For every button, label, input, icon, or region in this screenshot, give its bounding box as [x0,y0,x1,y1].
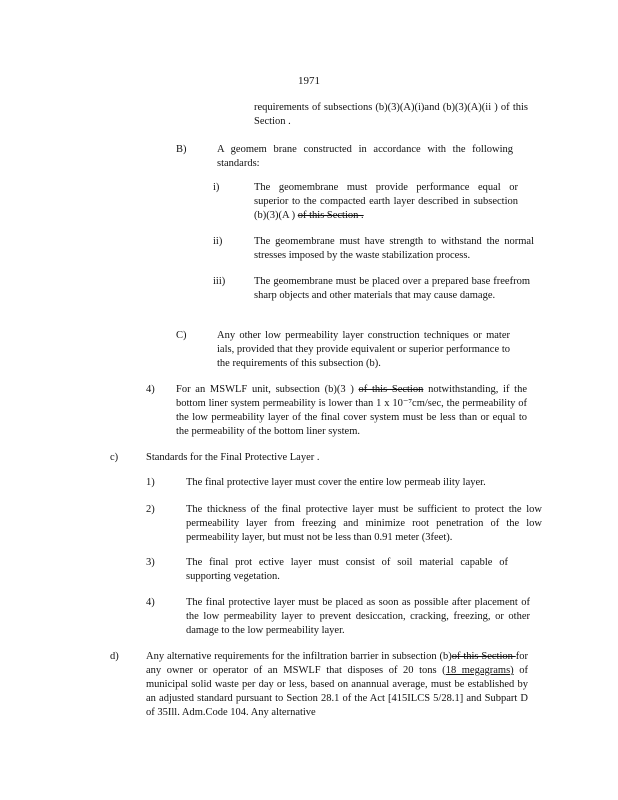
section-c-4-label: 4) [146,597,155,608]
section-c-4-text: The final protective layer must be placed as soon as possible after placement of the low permeability layer to prevent desiccation, cracking, freezing, or other damage to the low permeability layer. [186,597,530,636]
section-d-underlined: 18 megagrams) [445,665,514,676]
section-c-3-label: 3) [146,557,155,568]
item-4-label: 4) [146,384,155,395]
section-c-3-text: The final prot ective layer must consist of soil material capable of supporting vegetation. [186,557,508,582]
section-d-post: of municipal solid waste per day or less, based on anannual average, must be established by an adjusted standard pursuant to Section 28.1 of the Act [415ILCS 5/28.1] and Subpart D of 35Ill. Adm.Code 104. Any alternative [146,665,529,718]
item-b-i-body: The geomembrane must provide performance equal or superior to the compacted earth layer described in subsection (b)(3)(A ) [254,182,518,221]
item-4-pre: For an MSWLF unit, subsection (b)(3 ) [176,384,354,395]
section-c-1-text: The final protective layer must cover the entire low permeab ility layer. [186,477,486,488]
item-4-text [176,383,527,439]
item-4-post: notwithstanding, if the bottom liner system permeability is lower than 1 x 10⁻⁷cm/sec, the permeability of the low permeability layer of the final cover system must be less than or equal to the permeability of the bottom liner system. [176,384,527,437]
section-c-2-text: The thickness of the final protective layer must be sufficient to protect the low permeability layer from freezing and minimize root penetration of the low permeability layer, but must not be less than 0.91 meter (3feet). [186,504,542,543]
item-b-iii-label: iii) [213,276,226,287]
section-d-struck: of this Section [451,651,516,662]
item-b-label: B) [176,144,187,155]
section-c-2-label: 2) [146,504,155,515]
item-b-iii-text: The geomembrane must be placed over a prepared base freefrom sharp objects and other materials that may cause damage. [254,276,530,301]
section-c-1-label: 1) [146,477,155,488]
section-d-pre: Any alternative requirements for the infiltration barrier in subsection (b) [146,651,452,662]
item-b-ii-label: ii) [213,236,223,247]
continuation-text: requirements of subsections (b)(3)(A)(i)and (b)(3)(A)(ii ) of this Section . [254,102,528,127]
section-d-mid: for any owner or operator of an MSWLF that disposes of 20 tons ( [146,651,528,676]
item-b-text: A geomem brane constructed in accordance with the following standards: [217,144,513,169]
section-c-label: c) [110,452,119,463]
section-c-heading: Standards for the Final Protective Layer . [146,452,320,463]
item-4-struck: of this Section [358,384,424,395]
page-number: 1971 [298,75,320,87]
item-b-i-struck: of this Section . [297,210,364,221]
item-c-label: C) [176,330,187,341]
section-d-label: d) [110,651,119,662]
item-b-ii-text: The geomembrane must have strength to withstand the normal stresses imposed by the waste stabilization process. [254,236,534,261]
item-c-text: Any other low permeability layer construction techniques or mater ials, provided that they provide equivalent or superior performance to the requirements of this subsection (b). [217,330,510,369]
section-d-text [146,650,528,720]
item-b-i-text [254,181,518,223]
item-b-i-label: i) [213,182,220,193]
